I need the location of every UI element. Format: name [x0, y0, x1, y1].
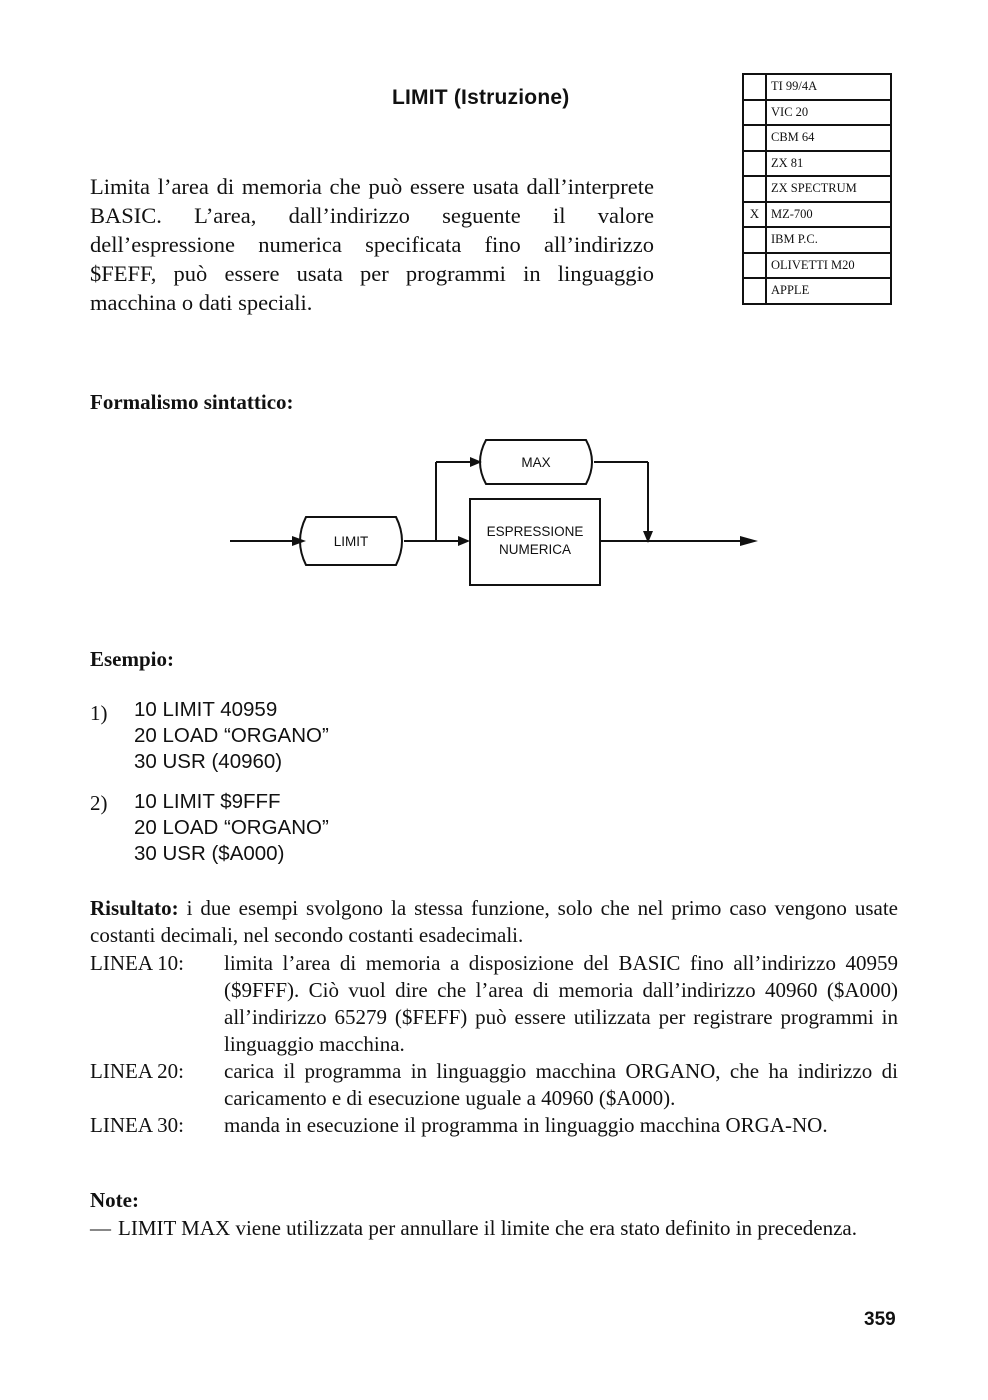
machine-mark: [743, 278, 766, 304]
machine-row: [743, 74, 891, 100]
machine-mark: [743, 125, 766, 151]
code-line: 30 USR ($A000): [134, 842, 285, 865]
machine-name: ZX SPECTRUM: [766, 176, 891, 202]
machine-name: VIC 20: [766, 100, 891, 126]
machine-mark: [743, 227, 766, 253]
line-label: LINEA 20:: [90, 1059, 184, 1083]
line-description: manda in esecuzione il programma in linguaggio macchina ORGA-NO.: [224, 1113, 828, 1137]
page-title: LIMIT (Istruzione): [392, 86, 570, 109]
machine-row: [743, 100, 891, 126]
machine-name: OLIVETTI M20: [766, 253, 891, 279]
machine-row: [743, 125, 891, 151]
syntax-diagram: [228, 435, 768, 595]
entry-arrow: [292, 536, 306, 546]
example-number: 2): [90, 791, 108, 815]
machine-name: TI 99/4A: [766, 74, 891, 100]
intro-paragraph: Limita l’area di memoria che può essere usata dall’interprete BASIC. L’area, dall’indirizzo seguente il valore dell’espressione numerica specificata fino all’indirizzo $FEFF, può essere usata per programmi in linguaggio macchina o dati speciali.: [90, 174, 654, 315]
result-label: Risultato:: [90, 896, 179, 920]
notes-heading: Note:: [90, 1188, 139, 1212]
limit-label: LIMIT: [333, 534, 369, 549]
line-description: carica il programma in linguaggio macchina ORGANO, che ha indirizzo di caricamento e di esecuzione uguale a 40960 ($A000).: [224, 1059, 898, 1110]
machine-mark: [743, 74, 766, 100]
machine-row: [743, 202, 891, 228]
line-label: LINEA 30:: [90, 1113, 184, 1137]
code-line: 10 LIMIT 40959: [134, 698, 278, 721]
expr-label-line2: NUMERICA: [498, 542, 572, 557]
code-line: 10 LIMIT $9FFF: [134, 790, 281, 813]
machine-name: ZX 81: [766, 151, 891, 177]
machine-row: [743, 253, 891, 279]
code-line: 30 USR (40960): [134, 750, 283, 773]
machine-mark: [743, 100, 766, 126]
machine-name: CBM 64: [766, 125, 891, 151]
code-line: 20 LOAD “ORGANO”: [134, 724, 329, 747]
code-line: 20 LOAD “ORGANO”: [134, 816, 329, 839]
expr-arrow: [458, 536, 470, 546]
example-heading: Esempio:: [90, 647, 174, 671]
line-description: limita l’area di memoria a disposizione del BASIC fino all’indirizzo 40959 ($9FFF). Ciò vuol dire che l’area di memoria dall’indirizzo 40960 ($A000) all’indirizzo 65279 ($FEFF) può essere utilizzata per registrare programmi in linguaggio macchina.: [224, 951, 898, 1056]
machine-name: APPLE: [766, 278, 891, 304]
machine-row: [743, 151, 891, 177]
result-paragraph: [90, 895, 898, 949]
machine-row: [743, 227, 891, 253]
machine-mark: X: [743, 202, 766, 228]
note-text: LIMIT MAX viene utilizzata per annullare il limite che era stato definito in precedenza.: [118, 1216, 857, 1240]
syntax-heading: Formalismo sintattico:: [90, 390, 294, 414]
note-dash: —: [90, 1216, 111, 1240]
page-number: 359: [864, 1309, 896, 1330]
line-label: LINEA 10:: [90, 951, 184, 975]
expr-label-line1: ESPRESSIONE: [486, 524, 584, 539]
exit-arrow: [740, 536, 758, 546]
max-label: MAX: [521, 455, 551, 470]
machine-row: [743, 176, 891, 202]
machine-row: [743, 278, 891, 304]
example-code-block: [134, 697, 329, 775]
example-code-block: [134, 789, 329, 867]
machine-mark: [743, 176, 766, 202]
machine-compatibility-table: [742, 73, 892, 305]
example-number: 1): [90, 701, 108, 725]
machine-mark: [743, 151, 766, 177]
machine-name: MZ-700: [766, 202, 891, 228]
machine-name: IBM P.C.: [766, 227, 891, 253]
result-text: i due esempi svolgono la stessa funzione, solo che nel primo caso vengono usate costanti decimali, nel secondo costanti esadecimali.: [90, 896, 898, 947]
machine-mark: [743, 253, 766, 279]
